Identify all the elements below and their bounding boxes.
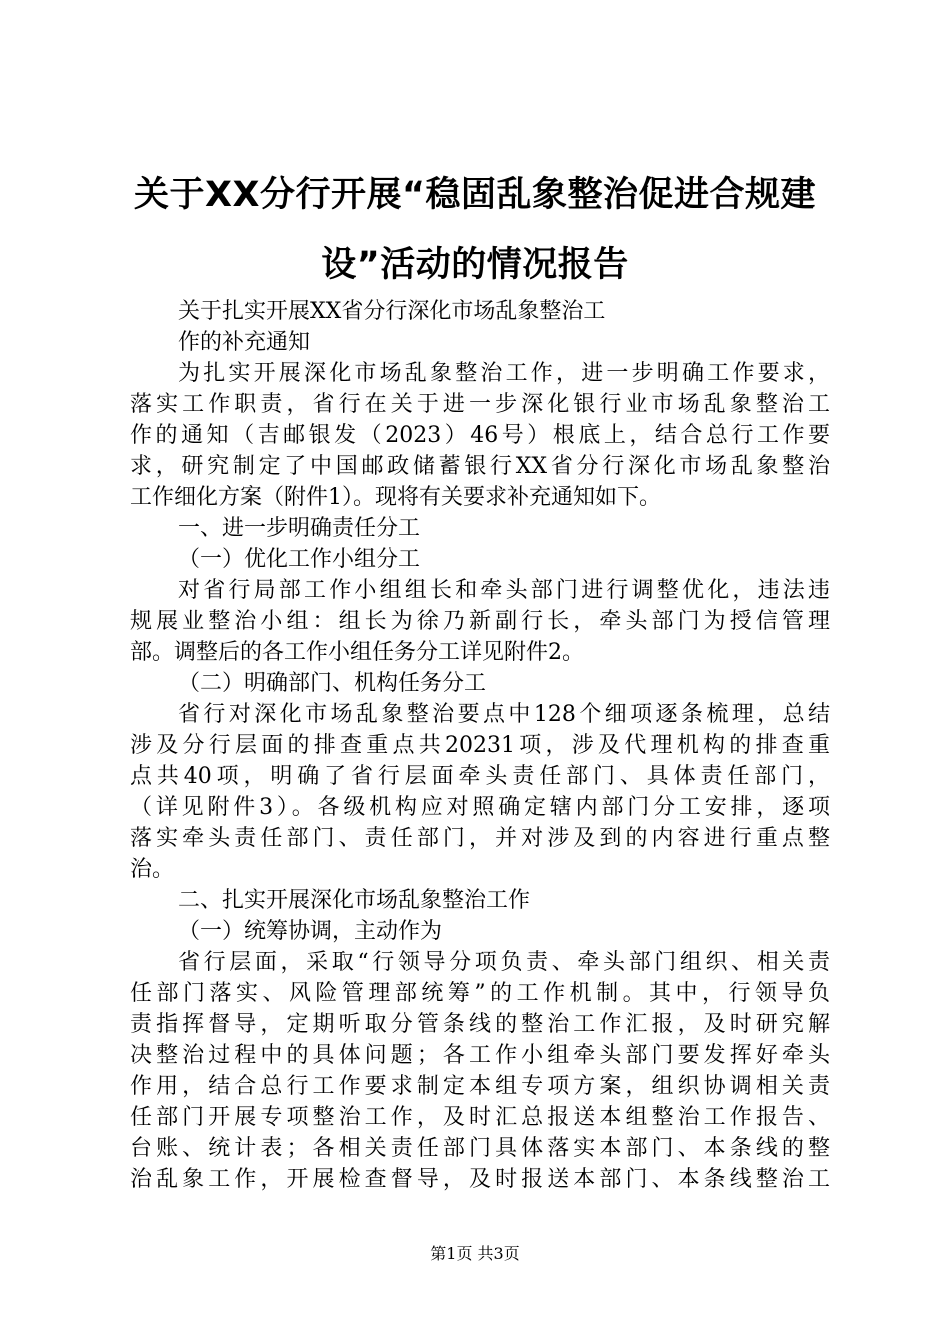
body-line: 责指挥督导，定期听取分管条线的整治工作汇报，及时研究解 [130, 1012, 830, 1037]
body-line: 对省行局部工作小组组长和牵头部门进行调整优化，违法违 [178, 578, 830, 603]
body-line: 治。 [130, 857, 175, 882]
body-line: 台账、统计表；各相关责任部门具体落实本部门、本条线的整 [130, 1136, 830, 1161]
body-line: 治乱象工作，开展检查督导，及时报送本部门、本条线整治工 [130, 1167, 830, 1192]
body-line: 作的补充通知 [178, 330, 311, 355]
body-line: （一）统筹协调，主动作为 [178, 919, 443, 944]
body-line: 规展业整治小组：组长为徐乃新副行长，牵头部门为授信管理 [130, 609, 830, 634]
body-line: 任部门落实、风险管理部统筹”的工作机制。其中，行领导负 [130, 981, 830, 1006]
body-line: 落实工作职责，省行在关于进一步深化银行业市场乱象整治工 [130, 392, 830, 417]
body-line: 为扎实开展深化市场乱象整治工作，进一步明确工作要求， [178, 361, 830, 386]
body-line: 求，研究制定了中国邮政储蓄银行XX省分行深化市场乱象整治 [130, 454, 830, 479]
body-line: 二、扎实开展深化市场乱象整治工作 [178, 888, 531, 913]
body-line: 决整治过程中的具体问题；各工作小组牵头部门要发挥好牵头 [130, 1043, 830, 1068]
document-title [100, 160, 850, 300]
body-line: 省行层面，采取“行领导分项负责、牵头部门组织、相关责 [178, 950, 830, 975]
document-body [130, 296, 830, 1195]
body-line: 任部门开展专项整治工作，及时汇总报送本组整治工作报告、 [130, 1105, 830, 1130]
body-line: （二）明确部门、机构任务分工 [178, 671, 487, 696]
body-line: 省行对深化市场乱象整治要点中128个细项逐条梳理，总结 [178, 702, 830, 727]
body-line: 点共40项，明确了省行层面牵头责任部门、具体责任部门， [130, 764, 830, 789]
body-line: 作用，结合总行工作要求制定本组专项方案，组织协调相关责 [130, 1074, 830, 1099]
page-footer: 第1页 共3页 [430, 1244, 520, 1263]
body-line: 关于扎实开展XX省分行深化市场乱象整治工 [178, 299, 606, 324]
title-line-1: 关于XX分行开展“稳固乱象整治促进合规建 [134, 175, 816, 215]
body-line: 工作细化方案（附件1）。现将有关要求补充通知如下。 [130, 485, 661, 510]
body-line: 作的通知（吉邮银发（2023）46号）根底上，结合总行工作要 [130, 423, 830, 448]
body-line: （详见附件3）。各级机构应对照确定辖内部门分工安排，逐项 [130, 795, 830, 820]
title-line-2: 设”活动的情况报告 [321, 245, 629, 285]
body-line: 落实牵头责任部门、责任部门，并对涉及到的内容进行重点整 [130, 826, 830, 851]
body-line: 一、进一步明确责任分工 [178, 516, 421, 541]
body-line: 部。调整后的各工作小组任务分工详见附件2。 [130, 640, 584, 665]
body-line: （一）优化工作小组分工 [178, 547, 421, 572]
body-line: 涉及分行层面的排查重点共20231项，涉及代理机构的排查重 [130, 733, 830, 758]
